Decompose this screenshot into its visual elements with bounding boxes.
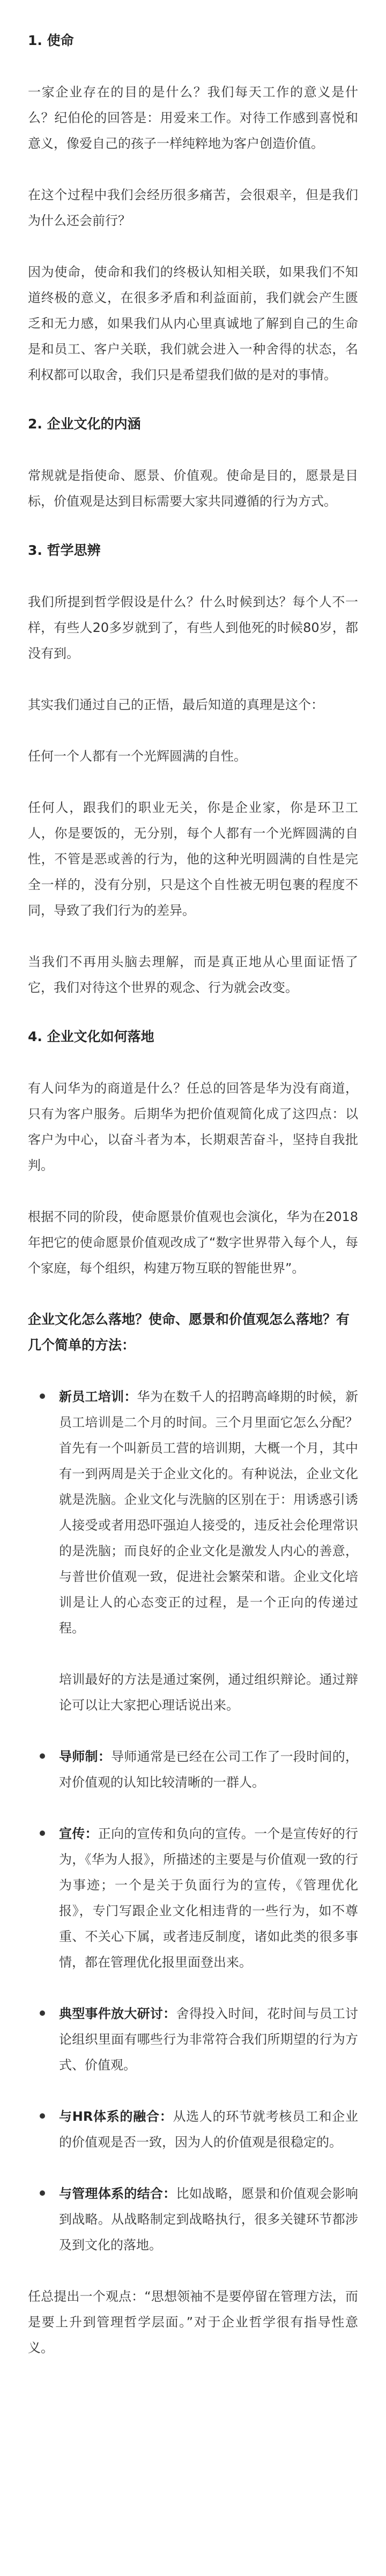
- list-item-title: 导师制：: [59, 1749, 112, 1764]
- list-item-hr-integration: [28, 2104, 358, 2155]
- paragraph: 任何人，跟我们的职业无关，你是企业家，你是环卫工人，你是要饭的，无分别，每个人都有一个光辉圆满的自性，不管是恶或善的行为，他的这种光明圆满的自性是完全一样的，没有分别，只是这个自性被无明包裹的程度不同，导致了我们行为的差异。: [28, 800, 358, 918]
- list-item-body: 华为在数千人的招聘高峰期的时候，新员工培训是二个月的时间。三个月里面它怎么分配？首先有一个叫新员工营的培训期，大概一个月，其中有一到两周是关于企业文化的。有种说法，企业文化就是洗脑。企业文化与洗脑的区别在于：用诱惑引诱人接受或者用恐吓强迫人接受的，违反社会伦理常识的是洗脑；而良好的企业文化是激发人内心的善意，与普世价值观一致，促进社会繁荣和谐。企业文化培训是让人的心态变正的过程，是一个正向的传递过程。: [59, 1389, 359, 1636]
- paragraph: 根据不同的阶段，使命愿景价值观也会演化，华为在2018年把它的使命愿景价值观改成了“数字世界带入每个人，每个家庭，每个组织，构建万物互联的智能世界”。: [28, 1209, 358, 1276]
- bullet-icon: [40, 1394, 45, 1399]
- paragraph: 有人问华为的商道是什么？任总的回答是华为没有商道，只有为客户服务。后期华为把价值观简化成了这四点：以客户为中心，以奋斗者为本，长期艰苦奋斗，坚持自我批判。: [28, 1081, 358, 1173]
- paragraph: 常规就是指使命、愿景、价值观。使命是目的，愿景是目标，价值观是达到目标需要大家共同遵循的行为方式。: [28, 468, 358, 509]
- list-item-text: [59, 2181, 358, 2258]
- list-item-text: [59, 2001, 358, 2078]
- paragraph: 在这个过程中我们会经历很多痛苦，会很艰辛，但是我们为什么还会前行？: [28, 187, 358, 228]
- list-item-new-employee-training: [28, 1384, 358, 1718]
- list-item-title: 与管理体系的结合：: [59, 2186, 176, 2201]
- paragraph: 当我们不再用头脑去理解，而是真正地从心里面证悟了它，我们对待这个世界的观念、行为就会改变。: [28, 954, 358, 995]
- paragraph: 任何一个人都有一个光辉圆满的自性。: [28, 749, 247, 764]
- list-item-body: 舍得投入时间，花时间与员工讨论组织里面有哪些行为非常符合我们所期望的行为方式、价值观。: [59, 2006, 359, 2073]
- list-item-body: 比如战略，愿景和价值观会影响到战略。从战略制定到战略执行，很多关键环节都涉及到文化的落地。: [59, 2186, 359, 2253]
- list-item-body: 正向的宣传和负向的宣传。一个是宣传好的行为，《华为人报》，所描述的主要是与价值观一致的行为事迹；一个是关于负面行为的宣传，《管理优化报》，专门写跟企业文化相违背的一些行为，如不尊重、不关心下属，或者违反制度，诸如此类的很多事情，都在管理优化报里面登出来。: [59, 1826, 359, 1970]
- list-item-title: 典型事件放大研讨：: [59, 2006, 176, 2021]
- section-heading-culture-landing: 4. 企业文化如何落地: [28, 1029, 154, 1044]
- list-item-body: 导师通常是已经在公司工作了一段时间的，对价值观的认知比较清晰的一群人。: [59, 1749, 359, 1790]
- methods-question: 企业文化怎么落地？使命、愿景和价值观怎么落地？有几个简单的方法：: [28, 1312, 350, 1353]
- list-item-publicity: [28, 1821, 358, 1975]
- list-item-text: [59, 1744, 358, 1795]
- section-heading-mission: 1. 使命: [28, 33, 74, 48]
- list-item-text: [59, 1821, 358, 1975]
- paragraph: 一家企业存在的目的是什么？我们每天工作的意义是什么？纪伯伦的回答是：用爱来工作。对待工作感到喜悦和意义，像爱自己的孩子一样纯粹地为客户创造价值。: [28, 85, 358, 151]
- list-item-typical-events: [28, 2001, 358, 2078]
- bullet-icon: [40, 2190, 45, 2196]
- list-item-title: 新员工培训：: [59, 1389, 137, 1404]
- paragraph: 我们所提到哲学假设是什么？什么时候到达？每个人不一样，有些人20多岁就到了，有些人到他死的时候80岁，都没有到。: [28, 594, 358, 661]
- paragraph: 因为使命，使命和我们的终极认知相关联，如果我们不知道终极的意义，在很多矛盾和利益面前，我们就会产生匮乏和无力感，如果我们从内心里真诚地了解到自己的生命是和员工、客户关联，我们就会进入一种舍得的状态，名利权都可以取舍，我们只是希望我们做的是对的事情。: [28, 265, 358, 382]
- list-item-extra: 培训最好的方法是通过案例，通过组织辩论。通过辩论可以让大家把心理话说出来。: [59, 1672, 358, 1713]
- paragraph: 其实我们通过自己的正悟，最后知道的真理是这个：: [28, 697, 324, 712]
- list-item-text: [59, 2104, 358, 2155]
- bullet-icon: [40, 2113, 45, 2119]
- list-item-title: 宣传：: [59, 1826, 98, 1841]
- bullet-icon: [40, 2010, 45, 2016]
- section-heading-philosophy: 3. 哲学思辨: [28, 543, 101, 558]
- methods-list: [28, 1384, 358, 2258]
- list-item-text: [59, 1384, 358, 1641]
- list-item-mentor-system: [28, 1744, 358, 1795]
- closing-paragraph: 任总提出一个观点：“思想领袖不是要停留在管理方法，而是要上升到管理哲学层面。”对于企业哲学很有指导性意义。: [28, 2289, 358, 2355]
- bullet-icon: [40, 1753, 45, 1759]
- section-heading-culture-connotation: 2. 企业文化的内涵: [28, 416, 141, 432]
- list-item-management-system: [28, 2181, 358, 2258]
- list-item-body: 从选人的环节就考核员工和企业的价值观是否一致，因为人的价值观是很稳定的。: [59, 2109, 358, 2150]
- list-item-title: 与HR体系的融合：: [59, 2109, 173, 2124]
- bullet-icon: [40, 1831, 45, 1836]
